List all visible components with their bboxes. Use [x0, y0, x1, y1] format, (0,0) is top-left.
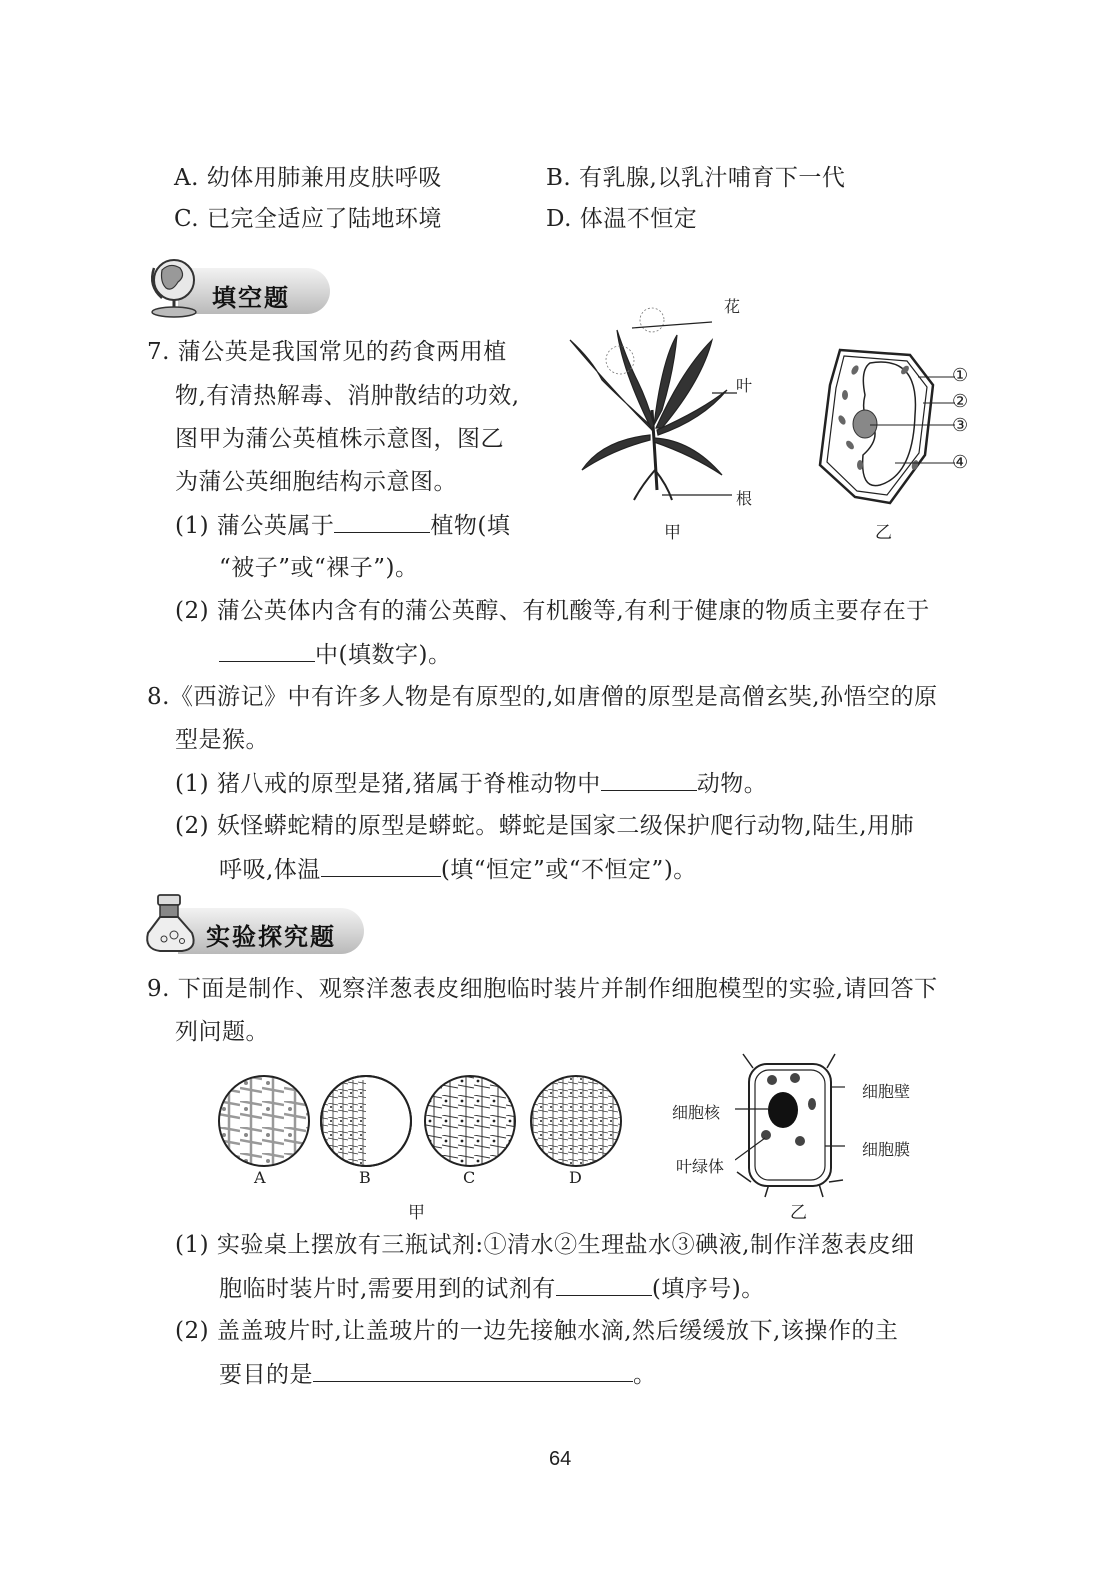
view-label-c: C [463, 1168, 476, 1187]
view-d [531, 1076, 621, 1166]
q9-line-2: 列问题。 [175, 1019, 269, 1045]
plant-cell-illustration [815, 345, 955, 510]
globe-icon [140, 252, 210, 322]
label-2: ② [952, 391, 969, 412]
label-1: ① [952, 365, 969, 386]
q7-line-4: 为蒲公英细胞结构示意图。 [175, 469, 457, 495]
view-label-a: A [254, 1168, 266, 1187]
figure-caption-jia: 甲 [664, 523, 681, 543]
q9-part-2: (2) 盖盖玻片时,让盖玻片的一边先接触水滴,然后缓缓放下,该操作的主 [175, 1318, 899, 1344]
q8-part-1 [175, 768, 767, 799]
q7-p1-text: (1) 蒲公英属于 [175, 513, 335, 539]
answer-blank-q8-2[interactable] [321, 854, 441, 877]
flask-icon [142, 893, 200, 955]
answer-blank-q7-2[interactable] [219, 639, 315, 662]
section-title: 实验探究题 [206, 923, 336, 951]
label-cell-membrane: 细胞膜 [862, 1140, 911, 1159]
q9-p1-text-b: 胞临时装片时,需要用到的试剂有 [219, 1276, 556, 1302]
q8-p1-text-b: 动物。 [696, 771, 768, 797]
q8-line-1: 8.《西游记》中有许多人物是有原型的,如唐僧的原型是高僧玄奘,孙悟空的原 [147, 684, 938, 710]
q8-part-2: (2) 妖怪蟒蛇精的原型是蟒蛇。蟒蛇是国家二级保护爬行动物,陆生,用肺 [175, 813, 915, 839]
q7-line-2: 物,有清热解毒、消肿散结的功效, [175, 383, 520, 409]
cell-model-illustration [735, 1052, 845, 1200]
view-label-b: B [359, 1168, 371, 1187]
label-4: ④ [952, 452, 969, 473]
q9-part-2-cont [219, 1359, 657, 1390]
option-b: B. 有乳腺,以乳汁哺育下一代 [546, 165, 846, 191]
q7-part-1-cont: “被子”或“裸子”)。 [219, 555, 419, 581]
label-root: 根 [736, 489, 753, 508]
microscope-view-circles [218, 1075, 626, 1167]
option-a: A. 幼体用肺兼用皮肤呼吸 [174, 165, 442, 191]
option-d: D. 体温不恒定 [546, 206, 698, 232]
label-leaf: 叶 [736, 376, 753, 395]
page-number: 64 [549, 1448, 572, 1470]
view-a [219, 1076, 309, 1166]
q7-part-1 [175, 510, 510, 541]
q8-line-2: 型是猴。 [175, 727, 269, 753]
section-title: 填空题 [212, 284, 290, 312]
figure-caption-yi: 乙 [875, 523, 892, 543]
label-3: ③ [952, 415, 969, 436]
q9-part-1: (1) 实验桌上摆放有三瓶试剂:①清水②生理盐水③碘液,制作洋葱表皮细 [175, 1232, 915, 1258]
q8-part-2-cont [219, 854, 697, 885]
answer-blank-q9-1[interactable] [556, 1273, 652, 1296]
dandelion-plant-illustration [562, 290, 742, 505]
q9-line-1: 9. 下面是制作、观察洋葱表皮细胞临时装片并制作细胞模型的实验,请回答下 [147, 976, 938, 1002]
answer-blank-q8-1[interactable] [601, 768, 697, 791]
figure-caption-jia: 甲 [408, 1203, 425, 1223]
q8-p2-text-b: 呼吸,体温 [219, 857, 321, 883]
label-chloroplast: 叶绿体 [676, 1157, 725, 1176]
q7-p2-text-b: 中(填数字)。 [315, 642, 452, 668]
q7-part-2-cont [219, 639, 451, 670]
option-c: C. 已完全适应了陆地环境 [174, 206, 442, 232]
q8-p2-text-c: (填“恒定”或“不恒定”)。 [440, 857, 697, 883]
q9-part-1-cont [219, 1273, 765, 1304]
label-flower: 花 [724, 297, 741, 316]
label-cell-wall: 细胞壁 [862, 1082, 911, 1101]
answer-blank-q9-2[interactable] [313, 1359, 633, 1382]
view-label-d: D [569, 1168, 582, 1187]
figure-caption-yi: 乙 [790, 1203, 807, 1223]
q9-p2-text-b: 要目的是 [219, 1362, 313, 1388]
q7-line-3: 图甲为蒲公英植株示意图，图乙 [175, 426, 504, 452]
q7-part-2: (2) 蒲公英体内含有的蒲公英醇、有机酸等,有利于健康的物质主要存在于 [175, 598, 930, 624]
q9-p1-text-c: (填序号)。 [651, 1276, 765, 1302]
answer-blank-q7-1[interactable] [334, 510, 430, 533]
q7-p1-text-b: 植物(填 [430, 513, 511, 539]
view-c [425, 1076, 515, 1166]
label-nucleus: 细胞核 [672, 1103, 721, 1122]
q8-p1-text: (1) 猪八戒的原型是猪,猪属于脊椎动物中 [175, 771, 601, 797]
q7-line-1: 7. 蒲公英是我国常见的药食两用植 [147, 339, 507, 365]
q9-p2-text-c: 。 [633, 1362, 657, 1388]
